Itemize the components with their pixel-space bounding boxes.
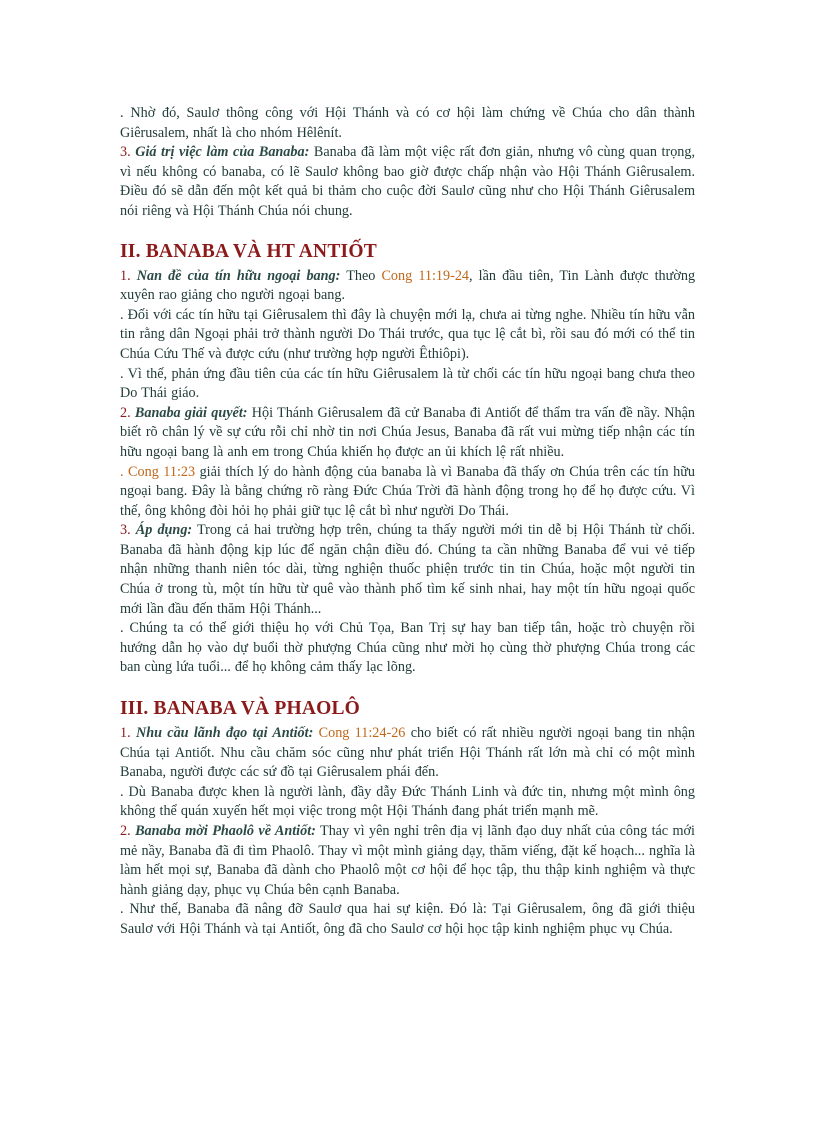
- point-number: 2.: [120, 404, 131, 421]
- point-text: Hội Thánh Giêrusalem đã cử Banaba đi Antiốt để thẩm tra vấn đề nầy. Nhận biết rõ chân lý về sự cứu rỗi chỉ nhờ tin nơi Chúa Jesus, Banaba đã rất vui mừng tiếp nhận các tín hữu ngoại bang là anh em trong Chúa khiến họ được an ủi khích lệ rất nhiều.: [120, 404, 695, 460]
- point-number: 3.: [120, 522, 131, 539]
- section2-paragraph: . Vì thế, phản ứng đầu tiên của các tín hữu Giêrusalem là từ chối các tín hữu ngoại bang chưa theo Do Thái giáo.: [120, 365, 695, 402]
- section3-point-1: [120, 724, 695, 783]
- reference-dot: .: [120, 463, 124, 480]
- scripture-reference: Cong 11:24-26: [318, 725, 406, 742]
- point-number: 1.: [120, 725, 131, 742]
- point-text: Trong cả hai trường hợp trên, chúng ta thấy người mới tin dễ bị Hội Thánh từ chối. Banaba đã hành động kịp lúc để ngăn chận điều đó. Chúng ta cần những Banaba để vui vẻ tiếp nhận những thanh niên tóc dài, từng nghiện thuốc phiện trước tin tin Chúa, hoặc một người tin Chúa ở trong tù, một tín hữu từ quê vào thành phố tìm kế sinh nhai, hay một tín hữu ngoại quốc mới lần đầu đến thăm Hội Thánh...: [120, 522, 695, 617]
- section2-point-3: [120, 521, 695, 619]
- document-page: [120, 104, 695, 940]
- intro-point-3: [120, 143, 695, 221]
- section3-paragraph: . Như thế, Banaba đã nâng đỡ Saulơ qua hai sự kiện. Đó là: Tại Giêrusalem, ông đã giới thiệu Saulơ với Hội Thánh và tại Antiốt, ông đã cho Saulơ cơ hội học tập kinh nghiệm phục vụ Chúa.: [120, 901, 695, 937]
- section-heading-3: III. BANABA VÀ PHAOLÔ: [120, 698, 361, 720]
- point-lead: Nhu cầu lãnh đạo tại Antiốt:: [135, 725, 314, 742]
- point-text: cho biết có rất nhiều người ngoại bang tin nhận Chúa tại Antiốt. Nhu cầu chăm sóc cũng như phát triển Hội Thánh rất lớn mà chỉ có một mình Banaba, người được các sứ đồ tại Giêrusalem phái đến.: [120, 725, 696, 781]
- section2-paragraph: . Chúng ta có thể giới thiệu họ với Chủ Tọa, Ban Trị sự hay ban tiếp tân, hoặc trò chuyện rồi hướng dẫn họ vào dự buổi thờ phượng Chúa cũng như mời họ cùng thờ phượng Chúa trong các ban cùng lứa tuổi... để họ không cảm thấy lạc lõng.: [120, 620, 695, 676]
- point-text-pre: Theo: [346, 267, 376, 284]
- point-text: Thay vì yên nghỉ trên địa vị lãnh đạo duy nhất của công tác mới mẻ nầy, Banaba đã đi tìm Phaolô. Thay vì một mình giảng dạy, thăm viếng, đặt kế hoạch... nghĩa là làm hết mọi sự, Banaba đã dành cho Phaolô một cơ hội để học tập, thu thập kinh nghiệm và thực hành giảng dạy, phục vụ Chúa bên cạnh Banaba.: [120, 823, 695, 898]
- intro-paragraph: . Nhờ đó, Saulơ thông công với Hội Thánh và có cơ hội làm chứng về Chúa cho dân thành Giêrusalem, nhất là cho nhóm Hêlênít.: [120, 105, 695, 141]
- point-text: giải thích lý do hành động của banaba là vì Banaba đã thấy ơn Chúa trên các tín hữu ngoại bang. Đây là bằng chứng rõ ràng Đức Chúa Trời đã hành động trong họ để họ được cứu. Vì thế, ông không đòi hỏi họ phải giữ tục lệ cắt bì như người Do Thái.: [120, 463, 696, 519]
- point-lead: Banaba giải quyết:: [134, 404, 248, 421]
- section2-paragraph-ref: [120, 463, 695, 522]
- point-text: , lần đầu tiên, Tin Lành được thường xuyên rao giảng cho người ngoại bang.: [120, 267, 696, 304]
- section3-point-2: [120, 822, 695, 900]
- point-number: 3.: [120, 144, 131, 161]
- section3-paragraph: . Dù Banaba được khen là người lành, đầy dẫy Đức Thánh Linh và đức tin, nhưng một mình ông không thể quán xuyến hết mọi việc trong một Hội Thánh đang phát triển mạnh mẽ.: [120, 783, 695, 820]
- section2-paragraph: . Đối với các tín hữu tại Giêrusalem thì đây là chuyện mới lạ, chưa ai từng nghe. Nhiều tín hữu vẫn tin rằng dân Ngoại phải trở thành người Do Thái trước, qua tục lệ cắt bì, rồi sau đó mới có thể tin Chúa Cứu Thế và được cứu (như trường hợp người Êthiôpi).: [120, 306, 695, 362]
- section2-point-2: [120, 404, 695, 463]
- point-lead: Nan đề của tín hữu ngoại bang:: [136, 267, 341, 284]
- point-lead: Giá trị việc làm của Banaba:: [135, 144, 310, 161]
- scripture-reference: Cong 11:19-24: [381, 267, 470, 284]
- point-lead: Banaba mời Phaolô về Antiốt:: [135, 823, 316, 839]
- point-text: Banaba đã làm một việc rất đơn giản, nhưng vô cùng quan trọng, vì nếu không có banaba, có lẽ Saulơ không bao giờ được chấp nhận vào Hội Thánh Giêrusalem. Điều đó sẽ dẫn đến một kết quả bi thảm cho cuộc đời Saulơ cũng như cho Hội Thánh Giêrusalem nói riêng và Hội Thánh Chúa nói chung.: [120, 144, 696, 219]
- section-heading-2: II. BANABA VÀ HT ANTIỐT: [120, 240, 377, 262]
- point-number: 2.: [120, 823, 131, 839]
- point-lead: Áp dụng:: [135, 522, 193, 539]
- scripture-reference: Cong 11:23: [128, 463, 196, 480]
- point-number: 1.: [120, 267, 131, 284]
- section2-point-1: [120, 267, 695, 306]
